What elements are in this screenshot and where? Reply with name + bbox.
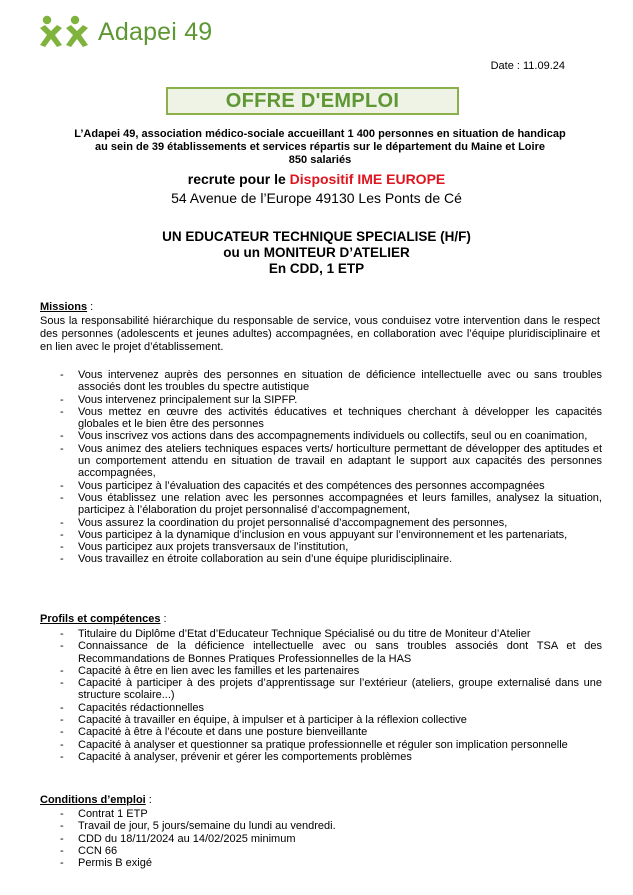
job-title-block (0, 229, 633, 277)
list-item: - Vous intervenez auprès des personnes en situation de déficience intellectuelle avec ou sans troubles associés dont les troubles du spectre autistique (60, 369, 602, 394)
dispositif-name: Dispositif IME EUROPE (289, 171, 446, 187)
brand-logo (38, 12, 212, 52)
list-item: - Capacité à analyser et questionner sa pratique professionnelle et réguler son implication personnelle (60, 739, 602, 751)
conditions-heading (40, 794, 152, 806)
list-item: - Capacité à être à l’écoute et dans une posture bienveillante (60, 726, 602, 738)
list-item: - Contrat 1 ETP (60, 808, 602, 820)
list-item: - Capacité à travailler en équipe, à impulser et à participer à la réflexion collective (60, 714, 602, 726)
profils-heading (40, 613, 167, 625)
section-title: Conditions d’emploi (40, 794, 146, 806)
section-separator: : (145, 794, 152, 806)
job-title-line: UN EDUCATEUR TECHNIQUE SPECIALISE (H/F) (162, 229, 471, 244)
missions-intro: Sous la responsabilité hiérarchique du responsable de service, vous conduisez votre intervention dans le respect des personnes (adolescents et jeunes adultes) accompagnées, en collaboration avec l’équipe pluridisciplinaire et en lien avec le projet d’établissement. (40, 315, 600, 353)
missions-heading (40, 301, 93, 313)
intro-line: L’Adapei 49, association médico-sociale accueillant 1 400 personnes en situation de handicap (74, 128, 566, 140)
list-item: - Capacité à participer à des projets d’apprentissage sur l’extérieur (ateliers, groupe externalisé dans une structure scolaire...) (60, 677, 602, 702)
list-item: - Vous assurez la coordination du projet personnalisé d’accompagnement des personnes, (60, 517, 602, 529)
profils-list (60, 628, 602, 763)
list-item: - Vous intervenez principalement sur la SIPFP. (60, 394, 602, 406)
missions-list (60, 369, 602, 566)
list-item: - Capacités rédactionnelles (60, 702, 602, 714)
list-item: - Travail de jour, 5 jours/semaine du lundi au vendredi. (60, 820, 602, 832)
job-title-line: En CDD, 1 ETP (268, 261, 365, 276)
intro-line: 850 salariés (288, 154, 352, 166)
document-date: Date : 11.09.24 (490, 60, 565, 72)
list-item: - Vous inscrivez vos actions dans des accompagnements individuels ou collectifs, seul ou en coanimation, (60, 430, 602, 442)
job-title-line: ou un MONITEUR D’ATELIER (223, 245, 410, 260)
section-title: Missions (40, 301, 88, 313)
list-item: - Vous mettez en œuvre des activités éducatives et techniques cherchant à développer les capacités globales et le bien être des personnes (60, 406, 602, 431)
list-item: - CDD du 18/11/2024 au 14/02/2025 minimum (60, 833, 602, 845)
offer-title: OFFRE D'EMPLOI (225, 89, 400, 112)
intro-block (20, 128, 620, 167)
list-item: - Vous participez à l’évaluation des capacités et des compétences des personnes accompagnées (60, 480, 602, 492)
offer-title-box (166, 87, 459, 115)
recrute-prefix: recrute pour le (187, 171, 290, 187)
list-item: - Connaissance de la déficience intellectuelle avec ou sans troubles associés dont TSA et des Recommandations de Bonnes Pratiques Professionnelles de la HAS (60, 640, 602, 665)
list-item: - Vous travaillez en étroite collaboration au sein d’une équipe pluridisciplinaire. (60, 553, 602, 565)
list-item: - Permis B exigé (60, 857, 602, 869)
list-item: - Vous participez aux projets transversaux de l’institution, (60, 541, 602, 553)
conditions-list (60, 808, 602, 869)
list-item: - Capacité à analyser, prévenir et gérer les comportements problèmes (60, 751, 602, 763)
recruitment-line (0, 171, 633, 187)
brand-name: Adapei 49 (98, 17, 213, 46)
list-item: - Titulaire du Diplôme d’Etat d’Educateur Technique Spécialisé ou du titre de Moniteur d’Atelier (60, 628, 602, 640)
list-item: - Vous participez à la dynamique d’inclusion en vous appuyant sur l’environnement et les partenariats, (60, 529, 602, 541)
list-item: - Capacité à être en lien avec les familles et les partenaires (60, 665, 602, 677)
section-title: Profils et compétences (40, 613, 161, 625)
adapei-logo-icon (38, 14, 90, 50)
list-item: - CCN 66 (60, 845, 602, 857)
section-separator: : (160, 613, 167, 625)
list-item: - Vous établissez une relation avec les personnes accompagnées et leurs familles, analysez la situation, participez à l’élaboration du projet personnalisé d’accompagnement, (60, 492, 602, 517)
intro-line: au sein de 39 établissements et services répartis sur le département du Maine et Loire (95, 141, 545, 153)
list-item: - Vous animez des ateliers techniques espaces verts/ horticulture permettant de développer des aptitudes et un comportement attendu en situation de travail en adaptant le support aux capacités des personnes accompagnées, (60, 443, 602, 480)
address: 54 Avenue de l’Europe 49130 Les Ponts de Cé (171, 190, 462, 206)
section-separator: : (87, 301, 94, 313)
